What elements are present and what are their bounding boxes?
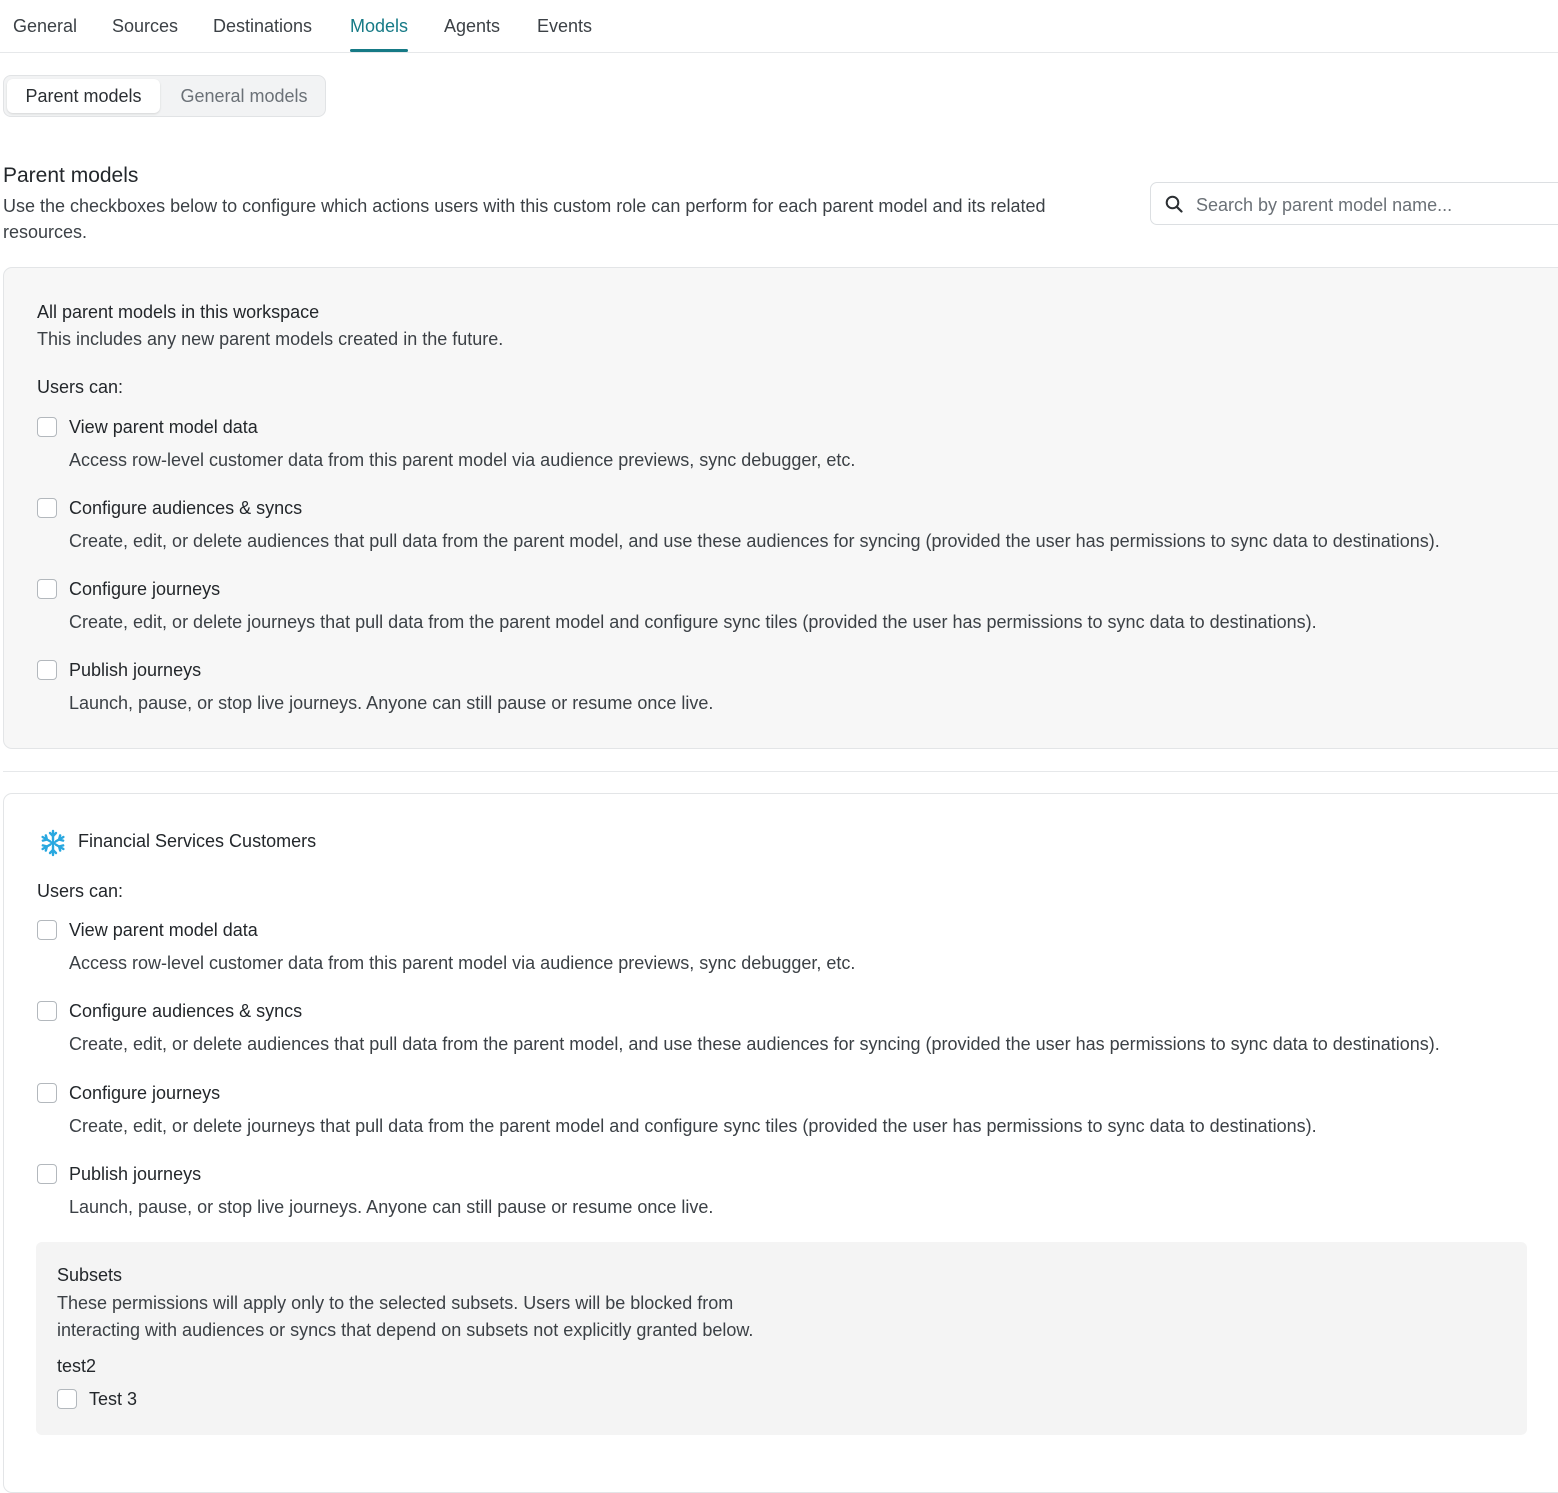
- page-title: Parent models: [3, 164, 139, 187]
- divider: [3, 771, 1558, 772]
- permission-view-data: [37, 417, 1537, 487]
- permission-description: Access row-level customer data from this parent model via audience previews, sync debugger, etc.: [69, 450, 856, 470]
- page-description: Use the checkboxes below to configure which actions users with this custom role can perform for each parent model and its related resources.: [3, 196, 1046, 242]
- parent-model-card: [3, 793, 1558, 1493]
- search-box: [1150, 182, 1558, 225]
- search-input[interactable]: [1194, 191, 1558, 219]
- tab-destinations[interactable]: Destinations: [213, 16, 313, 36]
- subset-item: [57, 1389, 357, 1413]
- permission-view-data: [37, 920, 1537, 990]
- tab-agents[interactable]: Agents: [444, 16, 501, 36]
- subset-label: Test 3: [89, 1389, 138, 1409]
- permission-description: Access row-level customer data from this parent model via audience previews, sync debugger, etc.: [69, 953, 856, 973]
- permission-configure-audiences: [37, 1001, 1537, 1071]
- permission-description: Launch, pause, or stop live journeys. Anyone can still pause or resume once live.: [69, 1197, 714, 1217]
- subsets-panel: [36, 1242, 1527, 1435]
- all-models-subtitle: This includes any new parent models created in the future.: [37, 329, 504, 349]
- users-can-label: Users can:: [37, 881, 124, 901]
- permission-publish-journeys: [37, 1164, 1537, 1234]
- tab-models[interactable]: Models: [350, 14, 408, 52]
- tab-sources[interactable]: Sources: [112, 16, 179, 36]
- permission-publish-journeys: [37, 660, 1537, 730]
- tab-general[interactable]: General: [13, 16, 78, 36]
- search-icon: [1165, 195, 1183, 213]
- permission-configure-journeys: [37, 1083, 1537, 1153]
- configure-audiences-checkbox[interactable]: [37, 498, 57, 518]
- users-can-label: Users can:: [37, 377, 124, 397]
- permission-description: Create, edit, or delete journeys that pull data from the parent model and configure sync tiles (provided the user has permissions to sync data to destinations).: [69, 1116, 1317, 1136]
- permission-label: Publish journeys: [69, 1164, 202, 1184]
- permission-description: Create, edit, or delete audiences that pull data from the parent model, and use these audiences for syncing (provided the user has permissions to sync data to destinations).: [69, 531, 1440, 551]
- all-parent-models-card: [3, 267, 1558, 749]
- subset-group-label: test2: [57, 1356, 97, 1376]
- tab-events[interactable]: Events: [537, 16, 593, 36]
- general-models-segment[interactable]: General models: [180, 86, 308, 106]
- permission-label: Configure journeys: [69, 1083, 221, 1103]
- configure-audiences-checkbox[interactable]: [37, 1001, 57, 1021]
- parent-models-segment[interactable]: Parent models: [7, 79, 160, 113]
- permission-label: Configure journeys: [69, 579, 221, 599]
- permission-label: View parent model data: [69, 417, 258, 437]
- configure-journeys-checkbox[interactable]: [37, 579, 57, 599]
- permission-configure-audiences: [37, 498, 1537, 568]
- configure-journeys-checkbox[interactable]: [37, 1083, 57, 1103]
- permission-description: Launch, pause, or stop live journeys. Anyone can still pause or resume once live.: [69, 693, 714, 713]
- all-models-title: All parent models in this workspace: [37, 302, 320, 322]
- subset-checkbox[interactable]: [57, 1389, 77, 1409]
- publish-journeys-checkbox[interactable]: [37, 1164, 57, 1184]
- model-type-toggle: [3, 75, 326, 117]
- permission-description: Create, edit, or delete audiences that pull data from the parent model, and use these audiences for syncing (provided the user has permissions to sync data to destinations).: [69, 1034, 1440, 1054]
- view-data-checkbox[interactable]: [37, 417, 57, 437]
- view-data-checkbox[interactable]: [37, 920, 57, 940]
- top-tabs: [0, 0, 1558, 53]
- parent-model-name: Financial Services Customers: [78, 831, 317, 851]
- permission-label: Configure audiences & syncs: [69, 498, 303, 518]
- permission-label: Publish journeys: [69, 660, 202, 680]
- subsets-description: These permissions will apply only to the selected subsets. Users will be blocked from interacting with audiences or syncs that depend on subsets not explicitly granted below.: [57, 1293, 754, 1340]
- snowflake-icon: [39, 829, 67, 857]
- permission-label: Configure audiences & syncs: [69, 1001, 303, 1021]
- permission-label: View parent model data: [69, 920, 258, 940]
- permission-description: Create, edit, or delete journeys that pull data from the parent model and configure sync tiles (provided the user has permissions to sync data to destinations).: [69, 612, 1317, 632]
- permission-configure-journeys: [37, 579, 1537, 649]
- publish-journeys-checkbox[interactable]: [37, 660, 57, 680]
- subsets-title: Subsets: [57, 1265, 123, 1285]
